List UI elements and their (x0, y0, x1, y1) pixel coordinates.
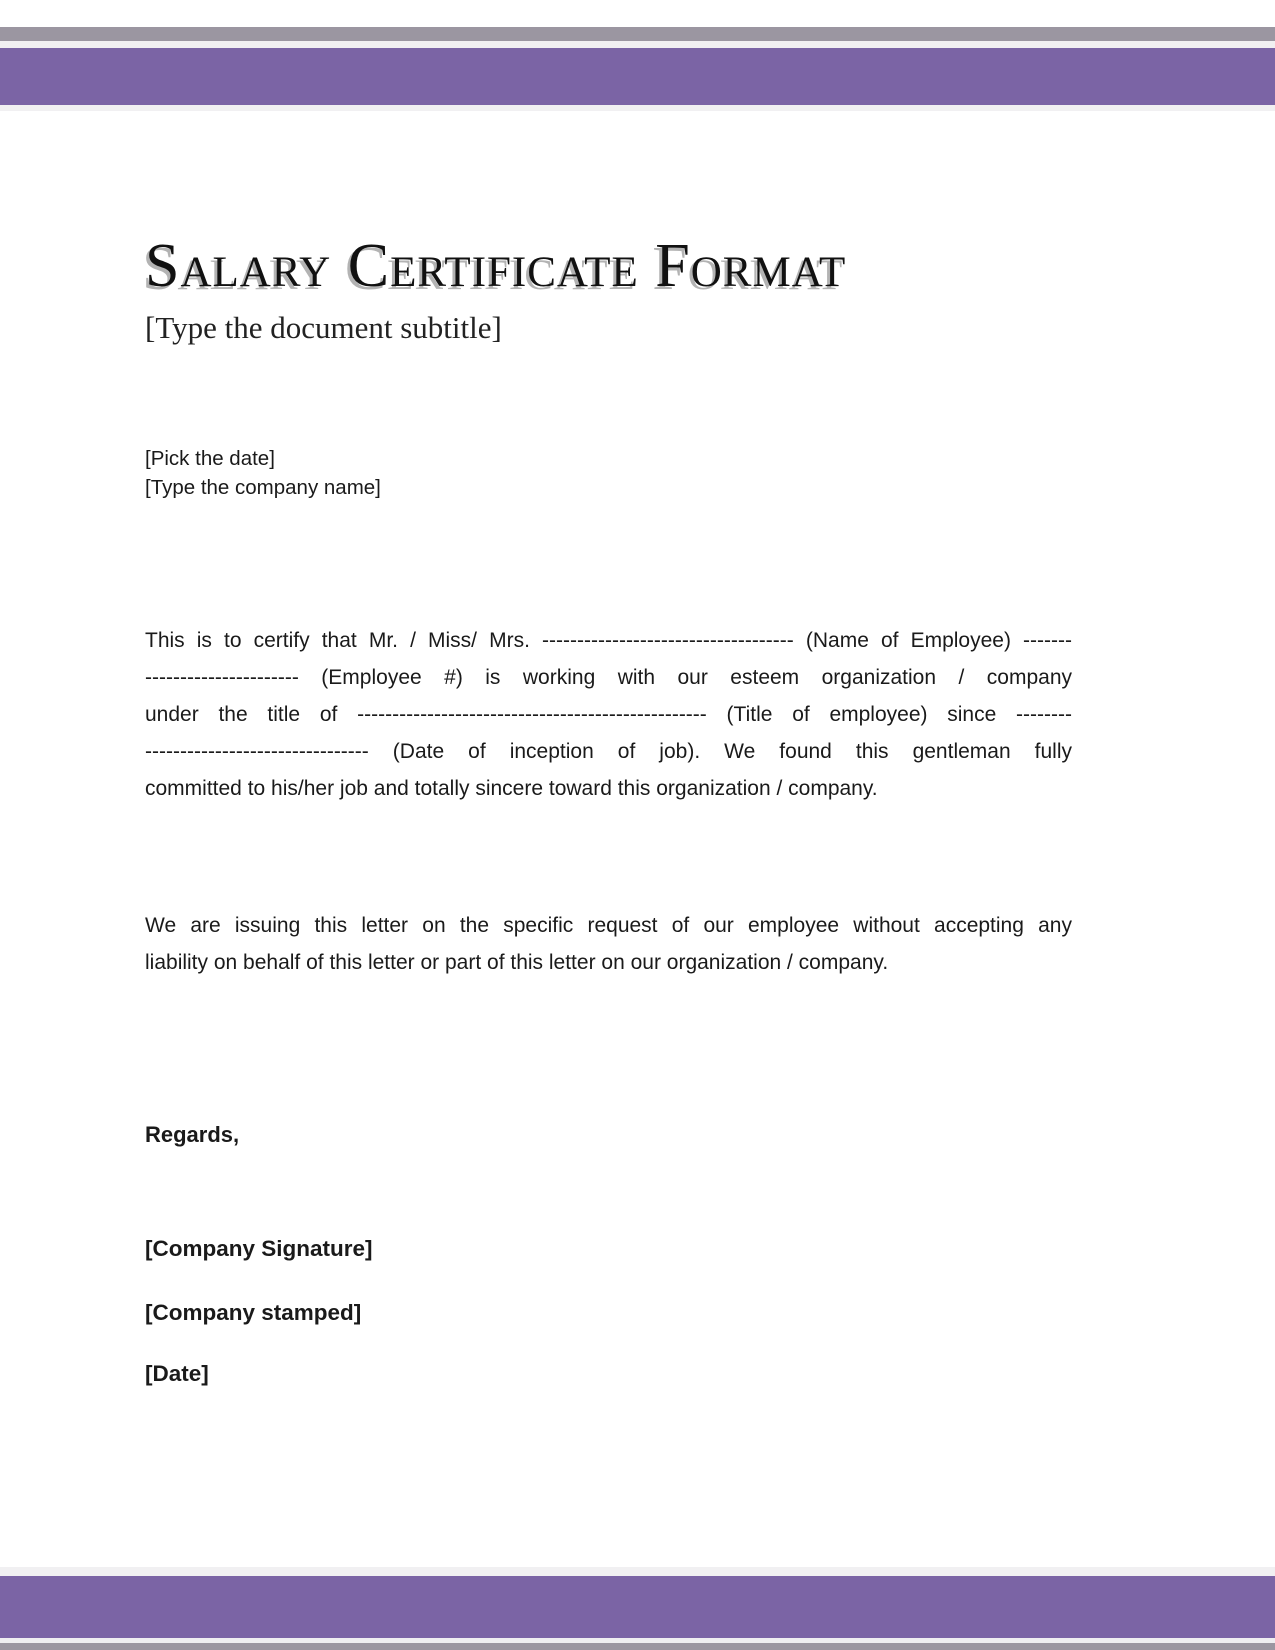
document-subtitle: [Type the document subtitle] (145, 310, 502, 345)
regards-label: Regards, (145, 1122, 240, 1147)
bottom-over-strip (0, 1567, 1275, 1576)
certificate-paragraph-line: This is to certify that Mr. / Miss/ Mrs. ------------------------------------ (Name of Employee) ------- (145, 629, 1072, 652)
document-title: Salary Certificate Format (145, 232, 847, 300)
meta-block (145, 444, 1072, 502)
certificate-paragraph-line: under the title of -------------------------------------------------- (Title of employee) since -------- (145, 703, 1072, 726)
document-content (145, 0, 1072, 1650)
certificate-paragraph (145, 622, 1072, 807)
date-placeholder: [Pick the date] (145, 447, 275, 470)
company-name-placeholder: [Type the company name] (145, 476, 381, 499)
bottom-purple-accent-bar (0, 1576, 1275, 1638)
bottom-gray-accent-bar (0, 1643, 1275, 1650)
certificate-paragraph-line: ---------------------- (Employee #) is working with our esteem organization / company (145, 666, 1072, 689)
issuing-paragraph-line: liability on behalf of this letter or part of this letter on our organization / company. (145, 951, 889, 974)
signature-date-placeholder: [Date] (145, 1361, 209, 1386)
issuing-paragraph-line: We are issuing this letter on the specific request of our employee without accepting any (145, 914, 1072, 937)
certificate-paragraph-line: -------------------------------- (Date of inception of job). We found this gentleman fully (145, 740, 1072, 763)
company-signature-placeholder: [Company Signature] (145, 1236, 373, 1261)
issuing-paragraph (145, 907, 1072, 981)
certificate-paragraph-line: committed to his/her job and totally sincere toward this organization / company. (145, 777, 878, 800)
company-stamped-placeholder: [Company stamped] (145, 1300, 362, 1325)
